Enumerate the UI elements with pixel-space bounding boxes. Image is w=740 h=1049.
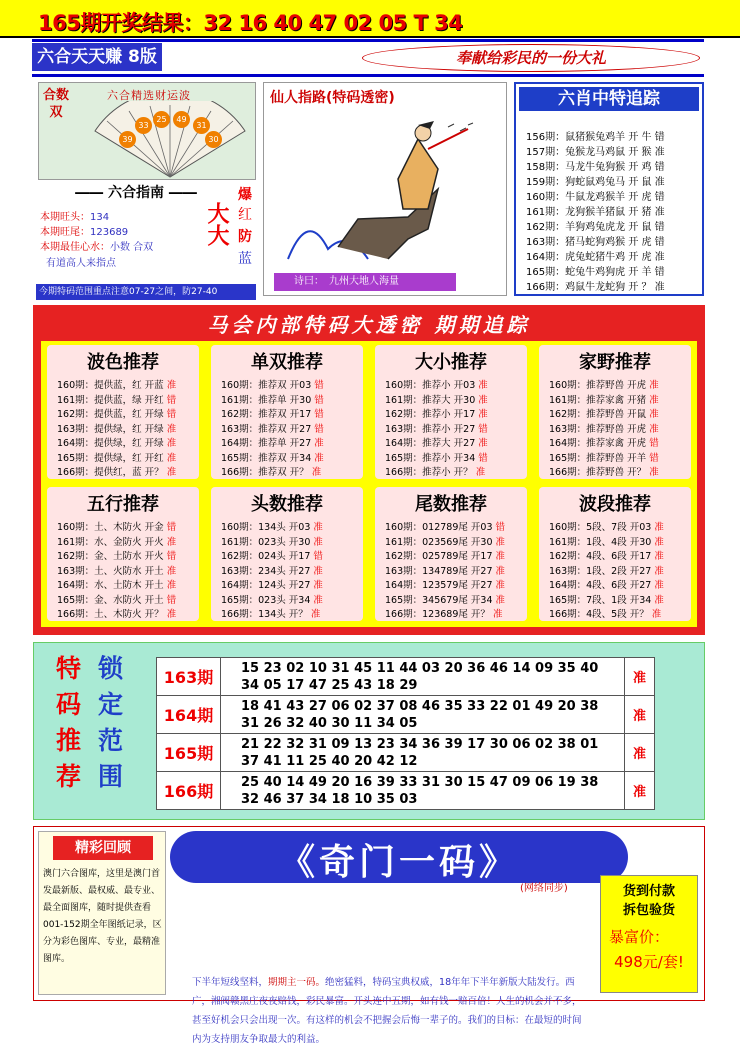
card-row: 160期：提供蓝，红 开蓝 准 (57, 380, 177, 391)
prediction-grid (41, 341, 697, 627)
card-row: 163期：134789尾 开27 准 (385, 565, 506, 577)
card-row: 160期：推荐小 开03 准 (385, 380, 488, 391)
card-row: 163期：推荐野兽 开虎 准 (549, 423, 659, 435)
liuxiao-row: 157期：兔猴龙马鸡鼠 开 猴 准 (526, 147, 665, 158)
liuxiao-row: 166期：鸡鼠牛龙蛇狗 开 ？ 准 (526, 282, 665, 293)
card-row: 161期：推荐家禽 开猪 准 (549, 394, 659, 406)
card-row: 162期：024头 开17 错 (221, 551, 323, 562)
card-row: 166期：134头 开？ 准 (221, 609, 321, 620)
left-vertical-text: 特 码 推 荐 (56, 654, 82, 791)
qimen-text-box (170, 897, 600, 1045)
card-row: 165期：023头 开34 准 (221, 594, 323, 606)
prediction-card (211, 487, 363, 621)
version-label: 六合天天赚 8版 (32, 43, 162, 71)
card-title: 大小推荐 (415, 352, 487, 373)
card-row: 162期：推荐双 开17 错 (221, 409, 324, 420)
card-row: 163期：土、火防水 开土 准 (57, 565, 177, 577)
card-row: 161期：1段、4段 开30 准 (549, 536, 664, 548)
review-desc: 澳门六合图库，这里是澳门首发最新版、最权威、最专业、最全面图库，随时提供查看001-152期全年图纸记录，区分为彩色图库、专业，最精准图库。 (43, 869, 162, 964)
card-row: 164期：123579尾 开27 准 (385, 580, 506, 591)
card-row: 163期：推荐小 开27 错 (385, 423, 488, 435)
card-row: 162期：金、土防水 开火 错 (57, 551, 177, 562)
card-row: 163期：1段、2段 开27 准 (549, 565, 664, 577)
prediction-card (211, 345, 363, 479)
review-title: 精彩回顾 (53, 836, 153, 860)
ad-line: 拆包验货 (622, 903, 675, 918)
source-note: (网络同步) (520, 883, 568, 894)
table-row: 163期 15 23 02 10 31 45 11 44 03 20 36 46 14 09 35 40 34 05 17 47 25 43 18 29 准 (157, 658, 655, 696)
card-title: 头数推荐 (251, 494, 323, 515)
prediction-card (539, 345, 691, 479)
fan-panel (38, 82, 256, 180)
card-row: 163期：234头 开27 准 (221, 565, 323, 577)
card-title: 五行推荐 (87, 494, 159, 515)
card-row: 161期：推荐单 开30 错 (221, 394, 324, 406)
card-row: 161期：023569尾 开30 准 (385, 536, 506, 548)
card-row: 166期：土、木防火 开？ 准 (57, 609, 177, 620)
card-row: 160期：土、木防火 开金 错 (57, 522, 177, 533)
liuxiao-row: 165期：蛇兔牛鸡狗虎 开 羊 错 (526, 267, 665, 278)
card-row: 165期：7段、1段 开34 准 (549, 594, 664, 606)
fan-number: 25 (153, 111, 170, 128)
side-char: 防 (238, 229, 252, 245)
guide-line: 本期最佳心水：小数 合双 (40, 242, 154, 253)
table-row: 165期 21 22 32 31 09 13 23 34 36 39 17 30 06 02 38 01 37 41 11 25 40 20 42 12 准 (157, 734, 655, 772)
lock-range-section (33, 642, 705, 820)
liuxiao-row: 162期：羊狗鸡兔虎龙 开 鼠 错 (526, 222, 665, 233)
xianren-title: 仙人指路(特码透密) (270, 90, 395, 106)
liuxiao-row: 160期：牛鼠龙鸡猴羊 开 虎 错 (526, 192, 665, 203)
fan-number: 33 (135, 117, 152, 134)
qimen-banner: 《奇门一码》 (170, 831, 628, 883)
card-row: 164期：水、土防木 开土 准 (57, 580, 177, 591)
qimen-text: 下半年短线坚料，期期主一码。绝密猛料，特码宝典权威，18年年下半年新版大陆发行。西广，湘阀赣黑庄夜夜赔钱，彩民暴富。开头连中五期，如有钱一赔百倍！人生的机会并不多，甚至好机会只会出现一次。有这样的机会不把握会后悔一辈子的。我们的目标：在最短的时间内为支持朋友争取最大的利益。 (192, 977, 582, 1045)
rider-illustration (278, 109, 494, 269)
fan-number: 39 (119, 131, 136, 148)
ad-line: 暴富价： (609, 928, 670, 946)
guide-line: 有道高人来指点 (46, 258, 116, 269)
card-row: 165期：推荐野兽 开羊 错 (549, 452, 659, 464)
card-row: 166期：123689尾 开？ 准 (385, 609, 503, 620)
side-char: 蓝 (238, 251, 252, 267)
card-title: 波段推荐 (579, 494, 651, 515)
card-row: 162期：提供蓝，红 开绿 错 (57, 409, 177, 420)
fan-vertical-label: 合数双 (43, 88, 70, 120)
card-row: 161期：023头 开30 准 (221, 536, 323, 548)
result-title: 165期开奖结果：32 16 40 47 02 05 T 34 (38, 11, 463, 35)
divider (32, 74, 704, 77)
divider (32, 39, 704, 42)
prediction-title: 马会内部特码大透密 期期追踪 (207, 313, 531, 337)
guide-line: 本期旺尾：123689 (40, 227, 129, 238)
liuxiao-title: 六肖中特追踪 (517, 85, 701, 113)
fan-number: 49 (173, 111, 190, 128)
prediction-card (375, 487, 527, 621)
card-row: 166期：提供红，蓝 开？ 准 (57, 467, 177, 478)
card-row: 164期：提供绿，红 开绿 准 (57, 438, 177, 449)
fan-number: 31 (193, 117, 210, 134)
ad-line: 货到付款 (622, 884, 675, 899)
ad-line: 498元/套! (614, 953, 684, 971)
right-vertical-text: 锁 定 范 围 (98, 654, 124, 791)
prediction-section (33, 305, 705, 635)
card-title: 单双推荐 (251, 352, 323, 373)
card-row: 160期：推荐双 开03 错 (221, 380, 324, 391)
card-row: 161期：水、金防火 开火 准 (57, 536, 177, 548)
card-title: 波色推荐 (87, 352, 159, 373)
card-row: 165期：推荐小 开34 错 (385, 452, 488, 464)
liuxiao-row: 163期：猪马蛇狗鸡猴 开 虎 错 (526, 237, 665, 248)
bottom-section (33, 826, 705, 1045)
review-panel (38, 831, 166, 995)
card-row: 165期：345679尾 开34 准 (385, 594, 506, 606)
card-row: 162期：推荐小 开17 准 (385, 409, 488, 420)
card-title: 家野推荐 (579, 352, 651, 373)
card-row: 164期：推荐大 开27 准 (385, 438, 488, 449)
card-row: 165期：提供绿，红 开红 准 (57, 452, 177, 464)
prediction-card (47, 345, 199, 479)
fan-number: 30 (205, 131, 222, 148)
prediction-card (539, 487, 691, 621)
side-char: 爆 (238, 187, 252, 203)
card-row: 160期：推荐野兽 开虎 准 (549, 380, 659, 391)
lock-range-table (156, 657, 655, 810)
guide-line: 本期旺头：134 (40, 212, 110, 223)
prediction-card (47, 487, 199, 621)
poem-bar: 诗曰： 九州大地人海量 (274, 273, 456, 291)
side-char: 红 (238, 207, 252, 223)
card-row: 160期：134头 开03 准 (221, 522, 323, 533)
result-header (0, 0, 740, 38)
card-row: 164期：推荐家禽 开虎 错 (549, 438, 659, 449)
card-row: 161期：推荐大 开30 准 (385, 394, 488, 406)
card-row: 164期：推荐单 开27 准 (221, 438, 324, 449)
guide-title: ―― 六合指南 ―― (75, 185, 197, 201)
card-row: 166期：推荐双 开？ 准 (221, 467, 322, 478)
card-row: 160期：5段、7段 开03 准 (549, 522, 664, 533)
liuxiao-panel (514, 82, 704, 296)
card-row: 166期：推荐小 开？ 准 (385, 467, 486, 478)
liuxiao-row: 161期：龙狗猴羊猪鼠 开 猪 准 (526, 207, 665, 218)
card-row: 161期：提供蓝，绿 开红 错 (57, 394, 177, 406)
liuxiao-row: 158期：马龙牛兔狗猴 开 鸡 错 (526, 162, 665, 173)
table-row: 166期 25 40 14 49 20 16 39 33 31 30 15 47 09 06 19 38 32 46 37 34 18 10 35 03 准 (157, 772, 655, 810)
xianren-panel (263, 82, 507, 296)
big-char: 大大 (204, 202, 229, 246)
table-row: 164期 18 41 43 27 06 02 37 08 46 35 33 22 01 49 20 38 31 26 32 40 30 11 34 05 准 (157, 696, 655, 734)
liuxiao-row: 164期：虎兔蛇猪牛鸡 开 虎 准 (526, 252, 665, 263)
card-row: 164期：4段、6段 开27 准 (549, 580, 664, 591)
slogan: 奉献给彩民的一份大礼 (362, 44, 700, 72)
card-row: 162期：4段、6段 开17 准 (549, 551, 664, 562)
fan-icon (87, 101, 253, 179)
card-row: 164期：124头 开27 准 (221, 580, 323, 591)
fan-title: 六合精选财运波 (107, 89, 191, 102)
card-title: 尾数推荐 (415, 494, 487, 515)
card-row: 166期：4段、5段 开？ 准 (549, 609, 662, 620)
price-ad (600, 875, 698, 993)
card-row: 166期：推荐野兽 开？ 准 (549, 467, 659, 478)
card-row: 165期：推荐双 开34 准 (221, 452, 324, 464)
range-tip: 今期特码范围重点注意07-27之间，防27-40 (36, 284, 256, 300)
card-row: 160期：012789尾 开03 错 (385, 522, 506, 533)
prediction-card (375, 345, 527, 479)
liuxiao-row: 159期：狗蛇鼠鸡兔马 开 鼠 准 (526, 177, 665, 188)
card-row: 163期：提供绿，红 开绿 准 (57, 423, 177, 435)
card-row: 165期：金、水防火 开土 错 (57, 594, 177, 606)
card-row: 162期：025789尾 开17 准 (385, 551, 506, 562)
card-row: 163期：推荐双 开27 错 (221, 423, 324, 435)
liuxiao-row: 156期：鼠猪猴兔鸡羊 开 牛 错 (526, 132, 665, 143)
card-row: 162期：推荐野兽 开鼠 准 (549, 409, 659, 420)
